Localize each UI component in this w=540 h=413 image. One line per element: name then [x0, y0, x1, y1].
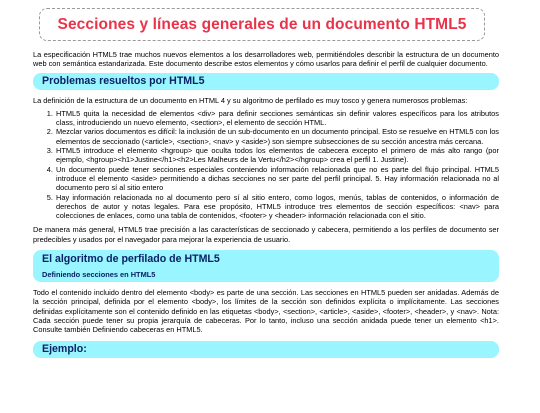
- problems-list: [33, 109, 499, 221]
- sections-paragraph: Todo el contenido incluido dentro del elemento <body> es parte de una sección. Las secciones en HTML5 pueden ser anidadas. Además de la sección principal, definida por el elemento <body>, los límites de la sección son definidos explícita o implícitamente. Las secciones definidas explícitamente son el contenido definido en las etiquetas <body>, <section>, <article>, <aside>, <footer>, <header>, y <nav>. Nota: Cada sección puede tener su propia jerarquía de cabeceras. Por lo tanto, incluso una sección anidada puede tener un elemento <h1>. Consulte también Definiendo cabeceras en HTML5.: [33, 288, 499, 335]
- document-page: [0, 8, 540, 413]
- title-banner: [39, 8, 485, 41]
- list-item: 2. Mezclar varios documentos es difícil: la inclusión de un sub-documento en un documento principal. Esto se resuelve en HTML5 con los elementos de seccionado (<article>, <section>, <nav> y <aside>) son siempre subsecciones de su sección ancestra más cercana.: [55, 127, 499, 146]
- problems-paragraph: La definición de la estructura de un documento en HTML 4 y su algoritmo de perfilado es muy tosco y genera numerosos problemas:: [33, 95, 468, 105]
- subsection-heading-definiendo: Definiendo secciones en HTML5: [42, 270, 156, 280]
- page-title: Secciones y líneas generales de un documento HTML5: [57, 15, 467, 33]
- section-heading-ejemplo: Ejemplo:: [33, 341, 499, 358]
- list-item: 1. HTML5 quita la necesidad de elementos <div> para definir secciones semánticas sin definir valores específicos para los atributos class, introduciendo un nuevo elemento, <section>, el elemento de sección HTML.: [55, 109, 499, 128]
- section-heading-algoritmo: [33, 250, 499, 282]
- general-paragraph: De manera más general, HTML5 trae precisión a las características de seccionado y cabecera, permitiendo a los perfiles de documento ser predecibles y usados por el navegador para mejorar la experiencia de usuario.: [33, 225, 499, 244]
- list-item: 3. HTML5 introduce el elemento <hgroup> que oculta todos los elementos de cabecera excepto el primero de más alto rango (por ejemplo, <hgroup><h1>Justine</h1><h2>Les Malheurs de la Vertu</h2></hgroup> crea el perfil 1. Justine).: [55, 146, 499, 165]
- section-heading-algoritmo-title: El algoritmo de perfilado de HTML5: [42, 253, 220, 266]
- list-item: 4. Un documento puede tener secciones especiales conteniendo información relacionada que no es parte del flujo principal. HTML5 introduce el elemento <aside> permitiendo a dichas secciones no ser parte del perfil principal. 5. Hay información relacionada no al documento pero sí al sitio entero: [55, 165, 499, 193]
- section-heading-problemas: Problemas resueltos por HTML5: [33, 73, 499, 90]
- intro-paragraph: La especificación HTML5 trae muchos nuevos elementos a los desarrolladores web, permitiéndoles describir la estructura de un documento web con semántica estandarizada. Este documento describe estos elementos y cómo usarlos para definir el perfil de cualquier documento.: [33, 50, 499, 69]
- list-item: 5. Hay información relacionada no al documento pero sí al sitio entero, como logos, menús, tablas de contenidos, o información de derechos de autor y notas legales. Para ese propósito, HTML5 introduce tres elementos de sección específicos: <nav> para colecciones de enlaces, como una tabla de contenidos, <footer> y <header> información relacionada con el sitio.: [55, 193, 499, 221]
